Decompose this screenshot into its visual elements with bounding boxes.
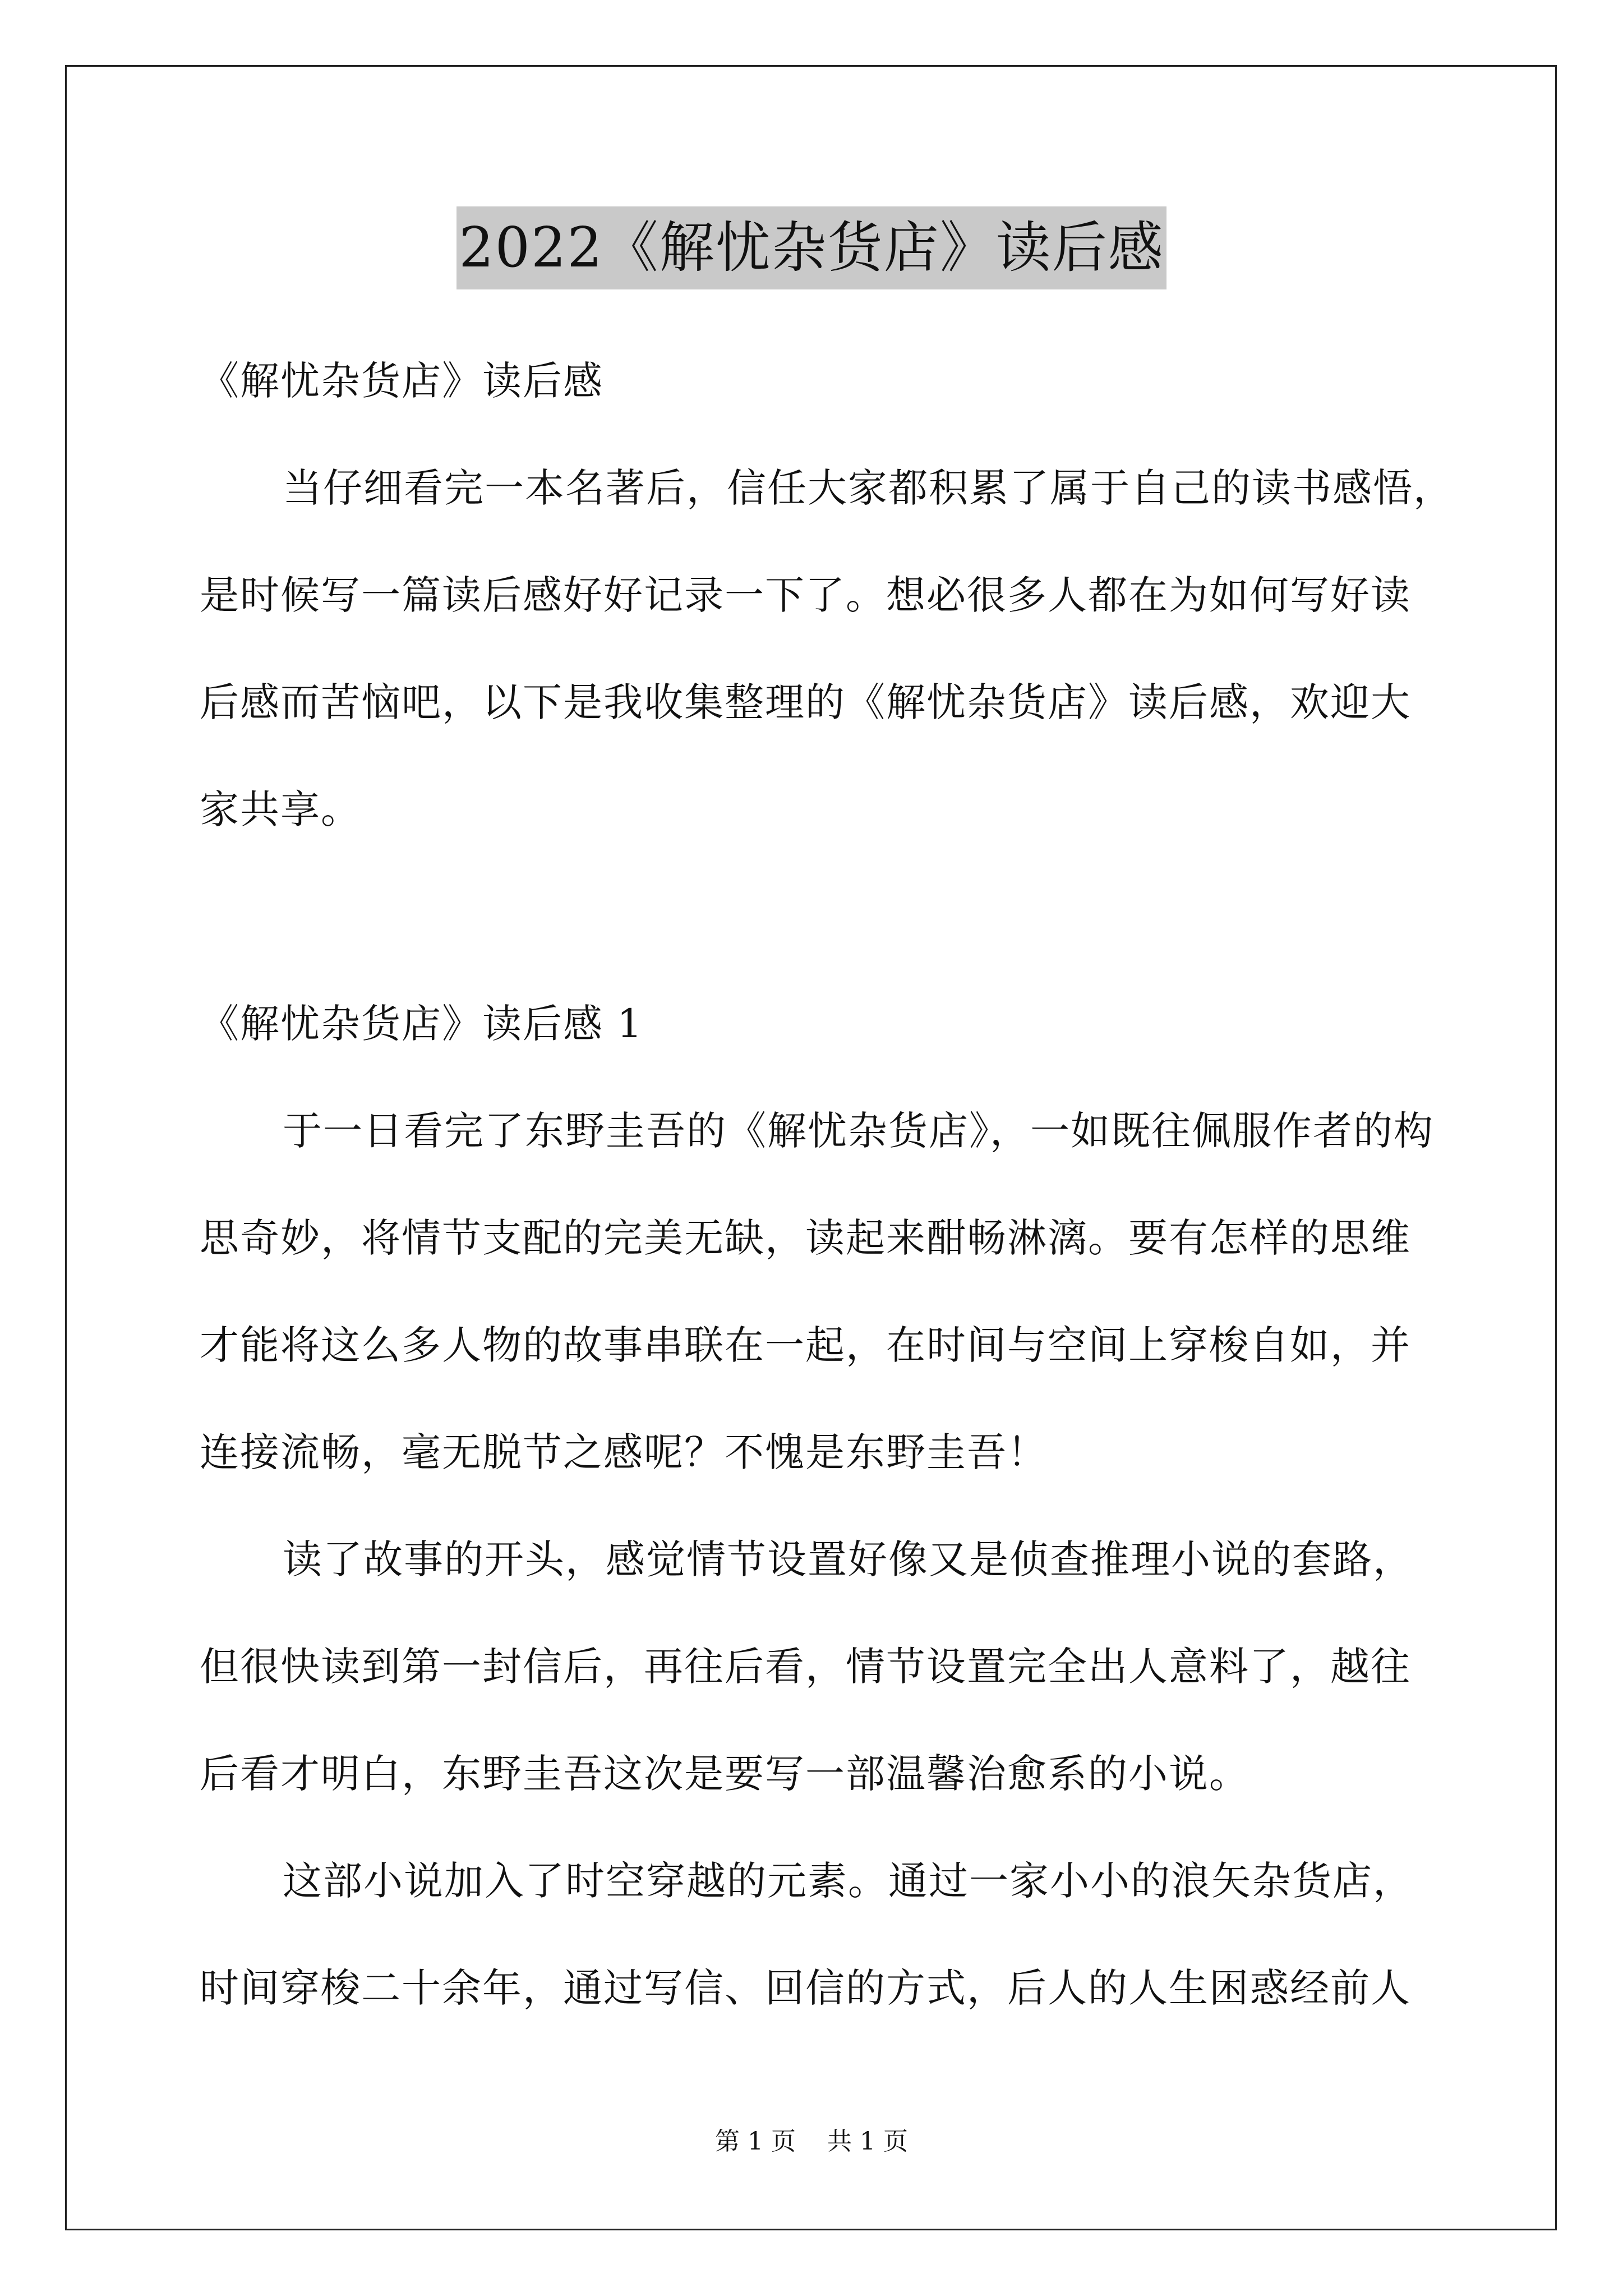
document-body — [200, 328, 1454, 2042]
paragraph-line: 当仔细看完一本名著后，信任大家都积累了属于自己的读书感悟， — [283, 465, 1454, 511]
section-heading: 《解忧杂货店》读后感 — [200, 358, 603, 404]
page-number: 第 1 页 — [715, 2127, 796, 2156]
paragraph-line: 思奇妙，将情节支配的完美无缺，读起来酣畅淋漓。要有怎样的思维 — [200, 1215, 1411, 1261]
paragraph-line: 是时候写一篇读后感好好记录一下了。想必很多人都在为如何写好读 — [200, 572, 1411, 618]
paragraph-line: 但很快读到第一封信后，再往后看，情节设置完全出人意料了，越往 — [200, 1644, 1411, 1690]
paragraph-line: 连接流畅，毫无脱节之感呢？不愧是东野圭吾！ — [200, 1429, 1048, 1475]
paragraph-line: 时间穿梭二十余年，通过写信、回信的方式，后人的人生困惑经前人 — [200, 1965, 1411, 2011]
page-total: 共 1 页 — [827, 2127, 908, 2156]
title-container — [0, 206, 1623, 289]
paragraph-line: 读了故事的开头，感觉情节设置好像又是侦查推理小说的套路， — [283, 1536, 1413, 1582]
paragraph-line: 后感而苦恼吧，以下是我收集整理的《解忧杂货店》读后感，欢迎大 — [200, 679, 1411, 725]
paragraph-line: 家共享。 — [200, 786, 361, 832]
paragraph-line: 后看才明白，东野圭吾这次是要写一部温馨治愈系的小说。 — [200, 1751, 1249, 1797]
blank-line — [200, 863, 1440, 970]
document-title: 2022《解忧杂货店》读后感 — [457, 206, 1166, 289]
section-heading: 《解忧杂货店》读后感 1 — [200, 1001, 643, 1047]
paragraph-line: 于一日看完了东野圭吾的《解忧杂货店》，一如既往佩服作者的构 — [283, 1108, 1434, 1154]
paragraph-line: 才能将这么多人物的故事串联在一起，在时间与空间上穿梭自如，并 — [200, 1322, 1411, 1368]
page-footer — [0, 2125, 1623, 2159]
paragraph-line: 这部小说加入了时空穿越的元素。通过一家小小的浪矢杂货店， — [283, 1858, 1413, 1904]
